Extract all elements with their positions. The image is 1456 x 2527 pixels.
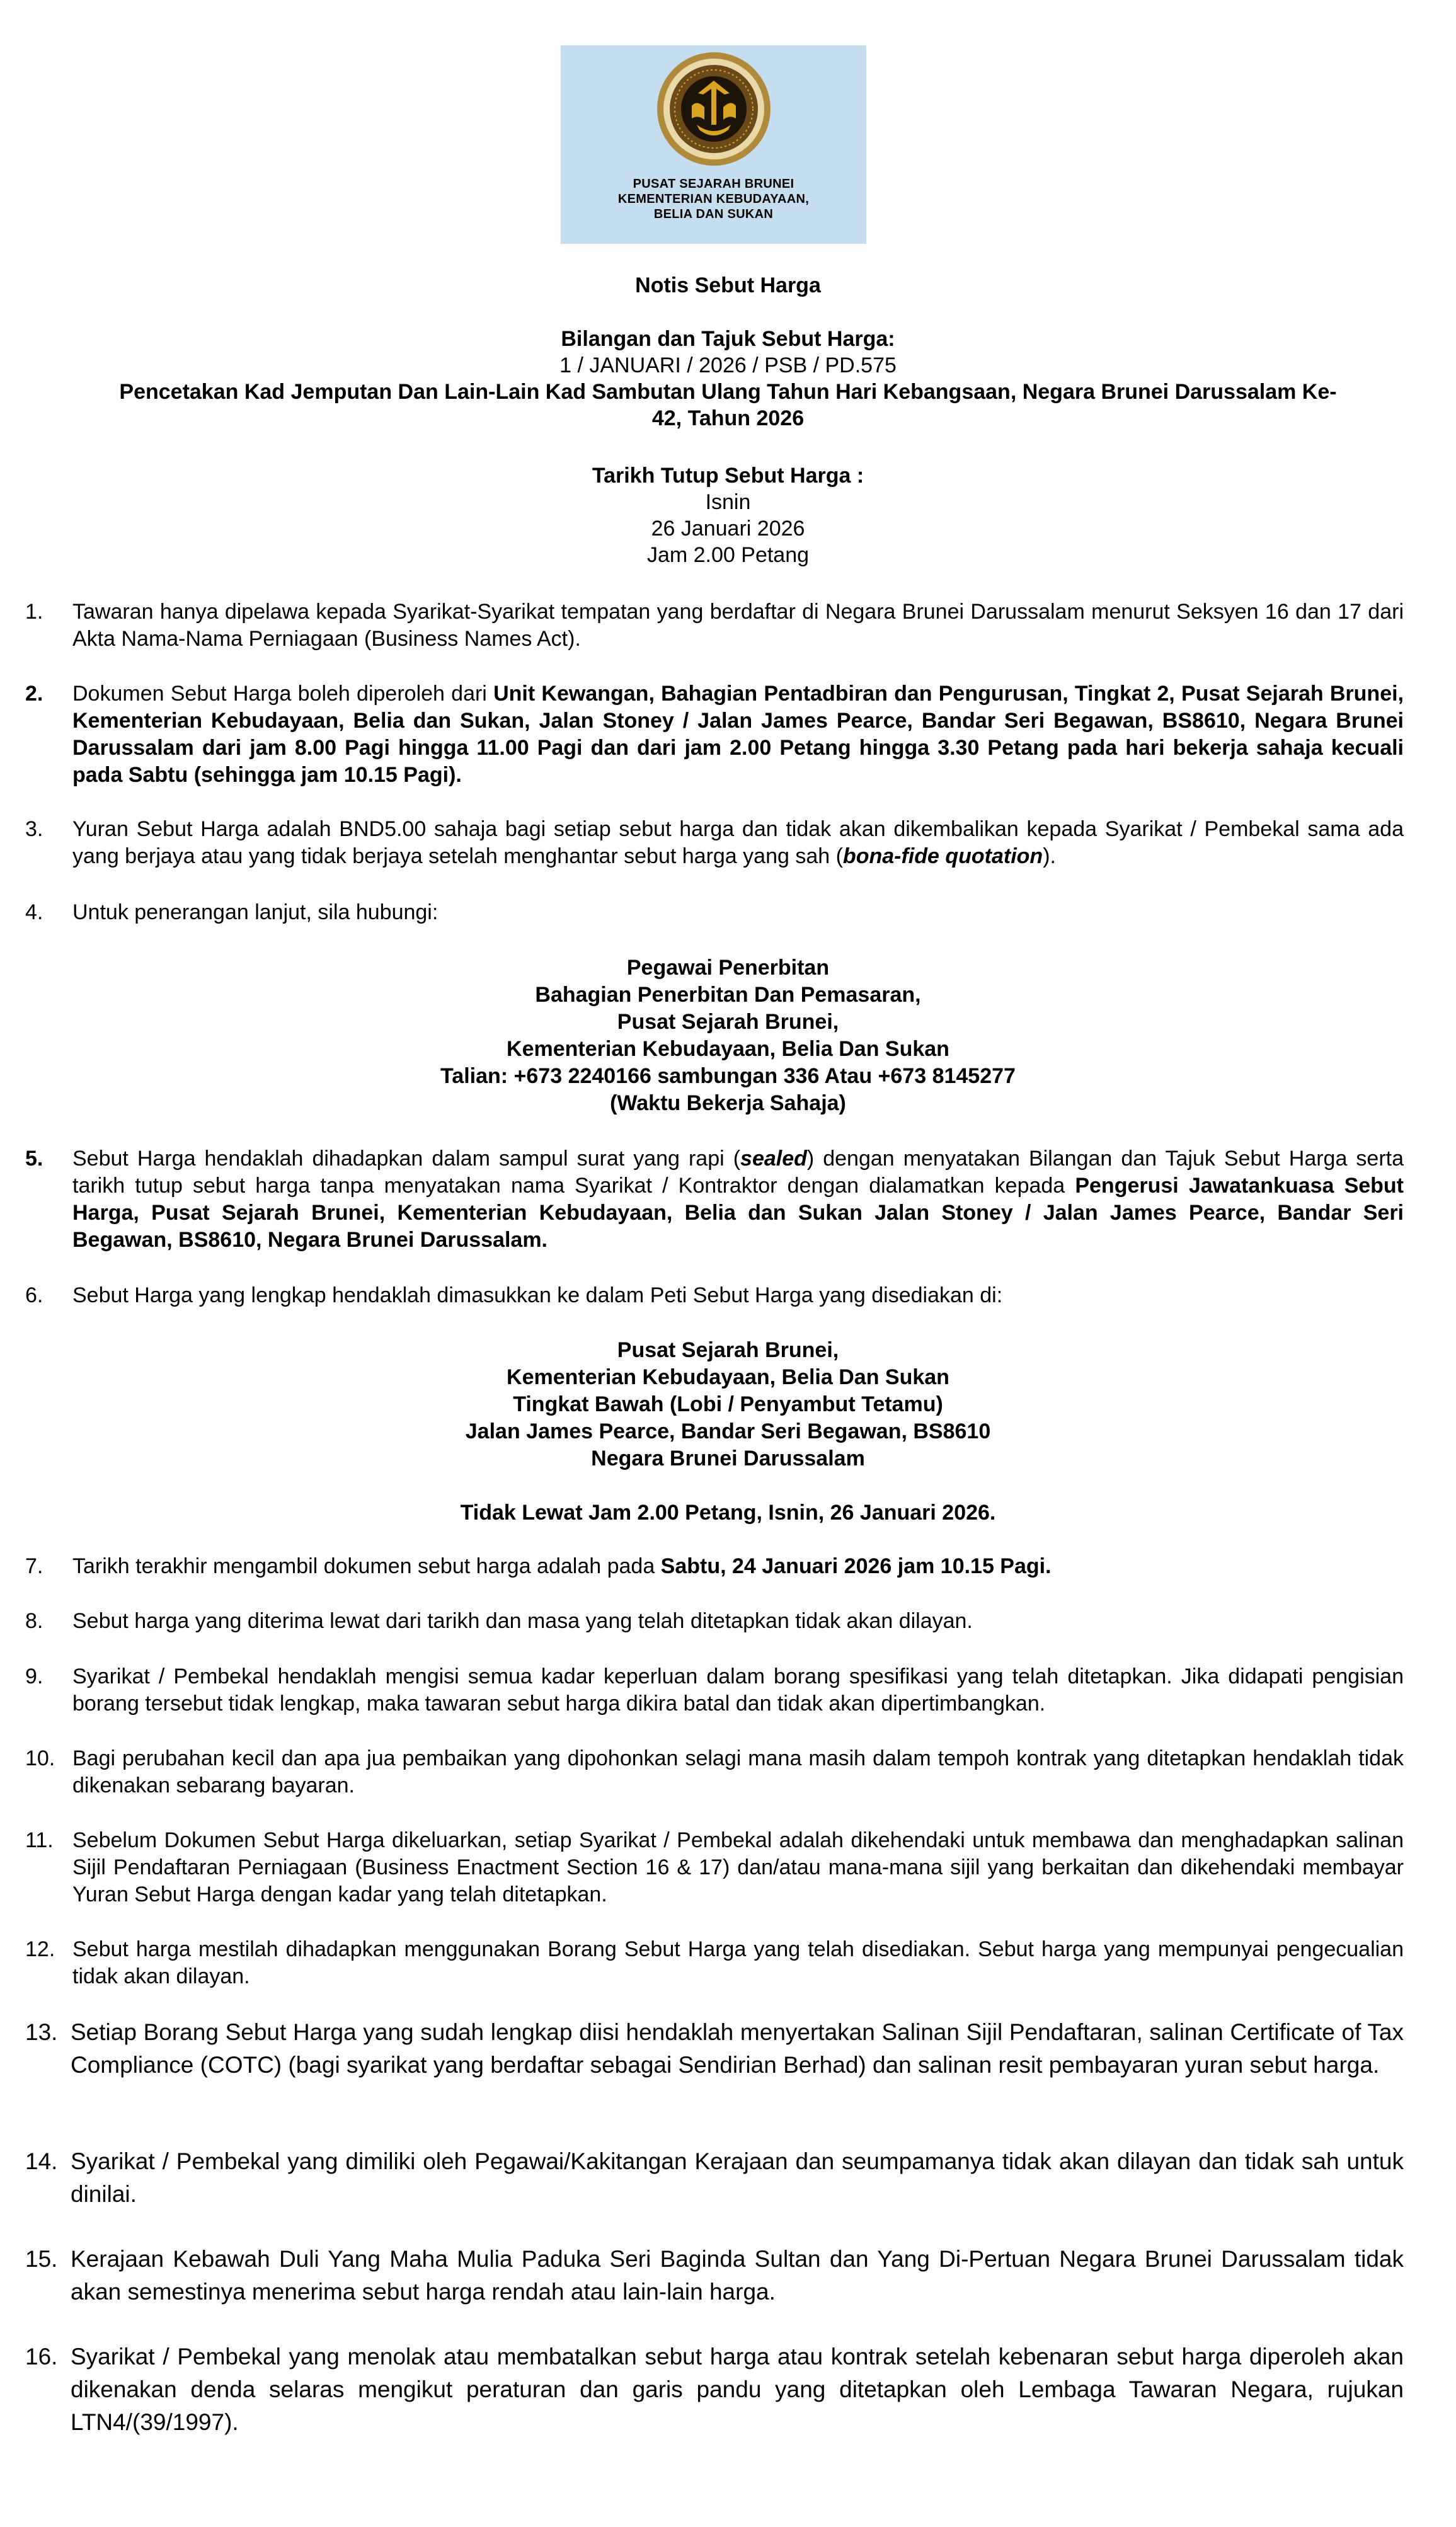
closing-day: Isnin xyxy=(705,490,751,514)
clause-text-bold: Unit Kewangan, Bahagian Pentadbiran dan Pengurusan, Tingkat 2, Pusat Sejarah Brunei, Kementerian Kebudayaan, Belia dan Sukan, Jalan Stoney / Jalan James Pearce, Bandar Seri Begawan, BS8610, Negara Brunei Darussalam dari jam 8.00 Pagi hingga 11.00 Pagi dan dari jam 2.00 Petang hingga 3.30 Petang pada hari bekerja sahaja kecuali pada Sabtu (sehingga jam 10.15 Pagi). xyxy=(72,682,1404,787)
clause-14 xyxy=(25,2145,1404,2211)
clause-1 xyxy=(25,599,1404,653)
clause-number: 10. xyxy=(25,1746,55,1770)
clause-number: 11. xyxy=(25,1828,54,1852)
clause-number: 7. xyxy=(25,1554,43,1578)
notice-title: Notis Sebut Harga xyxy=(635,273,821,297)
contact-phone: Talian: +673 2240166 sambungan 336 Atau +673 8145277 xyxy=(440,1064,1016,1088)
clause-number: 9. xyxy=(25,1665,43,1688)
clause-8 xyxy=(25,1608,1404,1635)
clause-11 xyxy=(25,1827,1404,1908)
closing-label: Tarikh Tutup Sebut Harga : xyxy=(592,464,864,488)
clause-text xyxy=(72,680,1404,789)
clause-6 xyxy=(25,1282,1404,1309)
clause-text-plain: Tarikh terakhir mengambil dokumen sebut harga adalah pada xyxy=(72,1554,661,1578)
submission-deadline: Tidak Lewat Jam 2.00 Petang, Isnin, 26 Januari 2026. xyxy=(460,1501,996,1525)
clause-number: 6. xyxy=(25,1283,43,1307)
logo-line-2: KEMENTERIAN KEBUDAYAAN, xyxy=(617,192,810,206)
clause-13 xyxy=(25,2016,1404,2082)
contact-line-1: Pegawai Penerbitan xyxy=(626,956,830,980)
clause-text-emphasis: bona-fide quotation xyxy=(842,844,1043,868)
clause-3 xyxy=(25,816,1404,870)
box-address-line-3: Tingkat Bawah (Lobi / Penyambut Tetamu) xyxy=(513,1392,943,1416)
box-address-line-1: Pusat Sejarah Brunei, xyxy=(617,1338,839,1362)
logo-block xyxy=(561,45,866,244)
clause-number: 1. xyxy=(25,600,43,624)
clause-10 xyxy=(25,1745,1404,1799)
clause-2 xyxy=(25,680,1404,789)
logo-line-3: BELIA DAN SUKAN xyxy=(653,207,774,221)
clause-text xyxy=(72,1553,1404,1580)
clause-text: Kerajaan Kebawah Duli Yang Maha Mulia Paduka Seri Baginda Sultan dan Yang Di-Pertuan Negara Brunei Darussalam tidak akan semestinya menerima sebut harga rendah atau lain-lain harga. xyxy=(71,2246,1404,2305)
clause-number: 15. xyxy=(25,2246,58,2272)
clause-text-tail: ). xyxy=(1043,844,1056,868)
clause-text: Sebut harga mestilah dihadapkan menggunakan Borang Sebut Harga yang telah disediakan. Sebut harga yang mempunyai pengecualian tidak akan dilayan. xyxy=(72,1937,1404,1988)
clause-4 xyxy=(25,899,1404,926)
clause-text: Syarikat / Pembekal hendaklah mengisi semua kadar keperluan dalam borang spesifikasi yang telah ditetapkan. Jika didapati pengisian borang tersebut tidak lengkap, maka tawaran sebut harga dikira batal dan tidak akan dipertimbangkan. xyxy=(72,1665,1404,1716)
clause-text-emphasis: sealed xyxy=(740,1147,807,1171)
clause-12 xyxy=(25,1936,1404,1990)
contact-line-2: Bahagian Penerbitan Dan Pemasaran, xyxy=(535,983,921,1007)
clause-text-middle: ) dengan menyatakan Bilangan dan Tajuk Sebut Harga serta tarikh tutup sebut harga tanpa menyatakan nama Syarikat / Kontraktor dengan dialamatkan kepada xyxy=(72,1147,1404,1198)
clause-text-bold: Pengerusi Jawatankuasa Sebut Harga, Pusat Sejarah Brunei, Kementerian Kebudayaan, Belia dan Sukan Jalan Stoney / Jalan James Pearce, Bandar Seri Begawan, BS8610, Negara Brunei Darussalam. xyxy=(72,1174,1404,1252)
clause-number: 8. xyxy=(25,1609,43,1633)
clause-text-plain: Dokumen Sebut Harga boleh diperoleh dari xyxy=(72,682,494,706)
clause-7 xyxy=(25,1553,1404,1580)
closing-time: Jam 2.00 Petang xyxy=(646,543,810,567)
clause-number: 12. xyxy=(25,1937,55,1961)
clause-number: 3. xyxy=(25,817,43,841)
clause-text: Bagi perubahan kecil dan apa jua pembaikan yang dipohonkan selagi mana masih dalam tempoh kontrak yang ditetapkan hendaklah tidak dikenakan sebarang bayaran. xyxy=(72,1746,1404,1797)
clause-number: 16. xyxy=(25,2344,58,2369)
clause-text: Tawaran hanya dipelawa kepada Syarikat-Syarikat tempatan yang berdaftar di Negara Brunei Darussalam menurut Seksyen 16 dan 17 dari Akta Nama-Nama Perniagaan (Business Names Act). xyxy=(72,600,1404,651)
clause-text-plain: Sebut Harga hendaklah dihadapkan dalam sampul surat yang rapi ( xyxy=(72,1147,741,1171)
clause-number: 2. xyxy=(25,682,43,706)
contact-hours: (Waktu Bekerja Sahaja) xyxy=(610,1091,846,1115)
contact-line-4: Kementerian Kebudayaan, Belia Dan Sukan xyxy=(507,1037,949,1061)
clause-text xyxy=(72,1145,1404,1254)
clause-number: 13. xyxy=(25,2019,58,2045)
clause-text: Syarikat / Pembekal yang dimiliki oleh Pegawai/Kakitangan Kerajaan dan seumpamanya tidak akan dilayan dan tidak sah untuk dinilai. xyxy=(71,2148,1404,2207)
brunei-crest-icon xyxy=(654,49,774,169)
reference-number: 1 / JANUARI / 2026 / PSB / PD.575 xyxy=(559,353,897,377)
reference-title-line-2: 42, Tahun 2026 xyxy=(651,406,805,430)
box-address-line-2: Kementerian Kebudayaan, Belia Dan Sukan xyxy=(507,1365,949,1389)
clause-15 xyxy=(25,2243,1404,2308)
logo-line-1: PUSAT SEJARAH BRUNEI xyxy=(633,177,794,191)
clause-text: Untuk penerangan lanjut, sila hubungi: xyxy=(72,900,439,924)
clause-text-bold: Sabtu, 24 Januari 2026 jam 10.15 Pagi. xyxy=(660,1554,1052,1578)
clause-number: 5. xyxy=(25,1147,43,1171)
reference-title-line-1: Pencetakan Kad Jemputan Dan Lain-Lain Kad Sambutan Ulang Tahun Hari Kebangsaan, Negara Brunei Darussalam Ke- xyxy=(119,380,1337,404)
clause-text: Syarikat / Pembekal yang menolak atau membatalkan sebut harga atau kontrak setelah kebenaran sebut harga diperoleh akan dikenakan denda selaras mengikut peraturan dan garis pandu yang ditetapkan oleh Lembaga Tawaran Negara, rujukan LTN4/(39/1997). xyxy=(71,2344,1404,2435)
clause-9 xyxy=(25,1663,1404,1717)
clause-5 xyxy=(25,1145,1404,1254)
reference-label: Bilangan dan Tajuk Sebut Harga: xyxy=(561,327,895,351)
clause-text: Sebut harga yang diterima lewat dari tarikh dan masa yang telah ditetapkan tidak akan dilayan. xyxy=(72,1609,973,1633)
clause-text-plain: Yuran Sebut Harga adalah BND5.00 sahaja bagi setiap sebut harga dan tidak akan dikembalikan kepada Syarikat / Pembekal sama ada yang berjaya atau yang tidak berjaya setelah menghantar sebut harga yang sah ( xyxy=(72,817,1404,868)
clause-text: Sebelum Dokumen Sebut Harga dikeluarkan, setiap Syarikat / Pembekal adalah dikehendaki untuk membawa dan menghadapkan salinan Sijil Pendaftaran Perniagaan (Business Enactment Section 16 & 17) dan/atau mana-mana sijil yang berkaitan dan dikehendaki membayar Yuran Sebut Harga dengan kadar yang telah ditetapkan. xyxy=(72,1828,1404,1906)
clause-text: Sebut Harga yang lengkap hendaklah dimasukkan ke dalam Peti Sebut Harga yang disediakan di: xyxy=(72,1283,1003,1307)
closing-date: 26 Januari 2026 xyxy=(651,517,805,541)
clause-number: 4. xyxy=(25,900,43,924)
box-address-line-4: Jalan James Pearce, Bandar Seri Begawan, BS8610 xyxy=(465,1419,991,1443)
clause-16 xyxy=(25,2341,1404,2439)
box-address-line-5: Negara Brunei Darussalam xyxy=(591,1447,865,1470)
clause-text xyxy=(72,816,1404,870)
contact-line-3: Pusat Sejarah Brunei, xyxy=(617,1010,839,1034)
clause-number: 14. xyxy=(25,2148,58,2174)
clause-text: Setiap Borang Sebut Harga yang sudah lengkap diisi hendaklah menyertakan Salinan Sijil Pendaftaran, salinan Certificate of Tax Compliance (COTC) (bagi syarikat yang berdaftar sebagai Sendirian Berhad) dan salinan resit pembayaran yuran sebut harga. xyxy=(71,2019,1404,2078)
